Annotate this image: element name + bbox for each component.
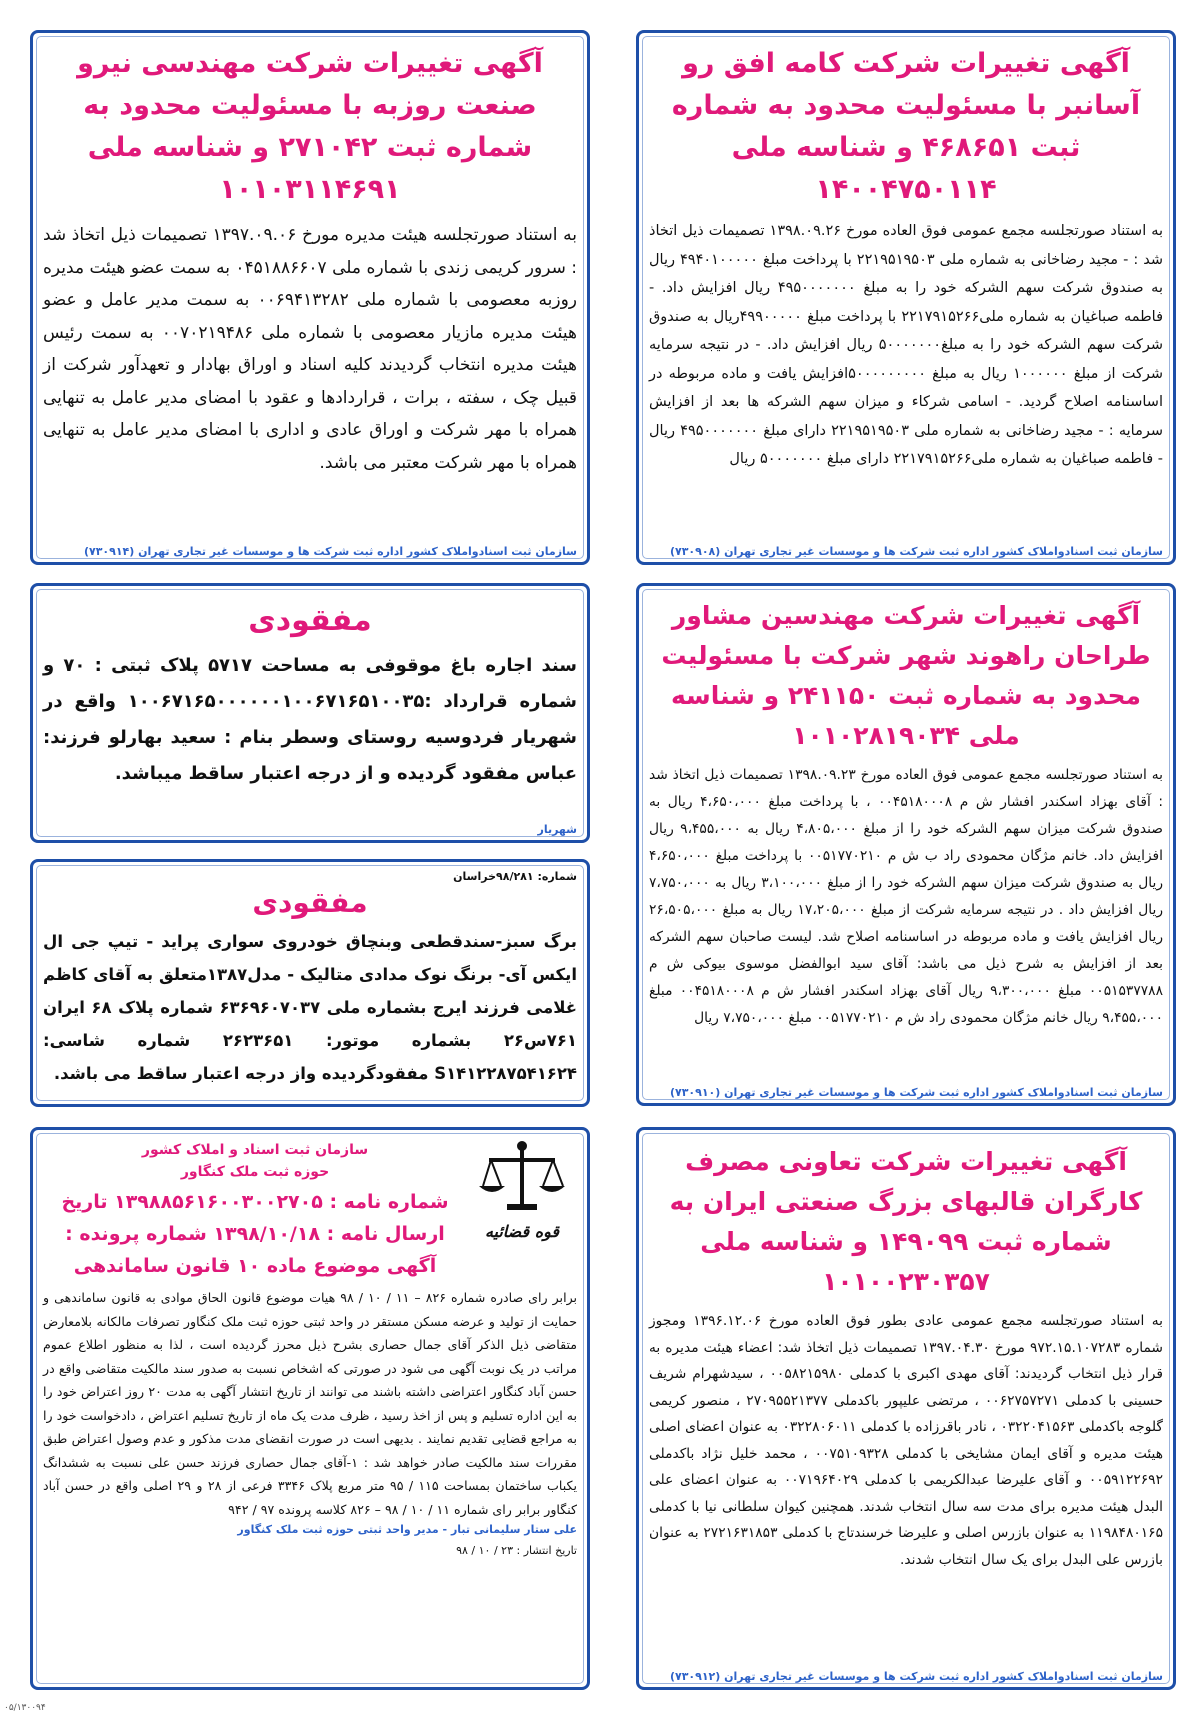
ad-body: سند اجاره باغ موقوفی به مساحت ۵۷۱۷ پلاک ثبتی : ۷۰ و شماره قرارداد :۱۰۰۶۷۱۶۵۰۰۰۰۰۰۱۰۰۶۷۱۶۵۱۰۰۳۵ واقع در شهریار فردوسیه روستای وسطر بنام : سعید بهارلو فرزند: عباس مفقود گردیده و از درجه اعتبار ساقط میباشد. — [43, 655, 577, 784]
ad-taavoni-kargaran — [636, 1127, 1176, 1690]
ad-date: تاریخ انتشار : ۲۳ / ۱۰ / ۹۸ — [456, 1544, 577, 1557]
ad-footer: شهریار — [537, 823, 577, 836]
ad-signature: علی ستار سلیمانی تبار - مدیر واحد ثبتی حوزه ثبت ملک کنگاور — [237, 1523, 577, 1536]
ad-title: مفقودی — [248, 603, 372, 638]
ad-mafghoodi-2 — [30, 859, 590, 1107]
scales-of-justice-icon — [477, 1138, 567, 1218]
ad-title: آگهی تغییرات شرکت مهندسین مشاور طراحان راهوند شهر شرکت با مسئولیت محدود به شماره ثبت ۲۴۱۱۵۰ و شناسه ملی ۱۰۱۰۲۸۱۹۰۳۴ — [661, 601, 1151, 750]
ad-body: به استناد صورتجلسه هیئت مدیره مورخ ۱۳۹۷.۰۹.۰۶ تصمیمات ذیل اتخاذ شد : سرور کریمی زندی با شماره ملی ۰۴۵۱۸۸۶۶۰۷ به سمت عضو هیئت مدیره روزبه معصومی با شماره ملی ۰۰۶۹۴۱۳۲۸۲ به سمت مدیر عامل و عضو هیئت مدیره مازیار معصومی با شماره ملی ۰۰۷۰۲۱۹۴۸۶ به سمت رئیس هیئت مدیره انتخاب گردیدند کلیه اسناد و اوراق بهادار و تعهدآور شرکت از قبیل چک ، سفته ، برات ، قراردادها و عقود با امضای مدیر عامل به تنهایی همراه با مهر شرکت و اوراق عادی و اداری با امضای مدیر عامل به تنهایی همراه با مهر شرکت معتبر می باشد. — [43, 225, 577, 473]
ad-footer: سازمان ثبت اسنادواملاک کشور اداره ثبت شرکت ها و موسسات غیر تجاری تهران (۷۳۰۹۰۸) — [669, 545, 1163, 558]
ad-body: به استناد صورتجلسه مجمع عمومی عادی بطور فوق العاده مورخ ۱۳۹۶.۱۲.۰۶ ومجوز شماره ۹۷۲.۱۵.۱۰۷۲۸۳ مورخ ۱۳۹۷.۰۴.۳۰ تصمیمات ذیل اتخاذ شد: اعضاء هیئت مدیره به قرار ذیل انتخاب گردیدند: آقای مهدی اکبری با کدملی ۰۰۵۸۲۱۵۹۸۰ ، سیدشهرام شریف حسینی با کدملی ۰۰۶۲۷۵۷۲۷۱ ، مرتضی علیپور باکدملی ۲۷۰۹۵۵۲۱۳۷۷ ، منصور کریمی گلوجه باکدملی ۰۳۲۲۰۴۱۵۶۳ ، نادر باقرزاده با کدملی ۰۳۲۲۸۰۶۰۱۱ به عنوان اعضای اصلی هیئت مدیره و آقای ایمان مشایخی با کدملی ۰۰۷۵۱۰۹۳۲۸ ، محمد خلیل نژاد باکدملی ۰۰۵۹۱۲۲۶۹۲ و آقای علیرضا عبدالکریمی با کدملی ۰۰۷۱۹۶۴۰۲۹ به عنوان اعضای علی البدل هیئت مدیره برای مدت سه سال انتخاب شدند. همچنین کیوان سلطانی نیا با کدملی ۱۱۹۸۴۸۰۱۶۵ به عنوان بازرس اصلی و علیرضا خرسندتاج با کدملی ۲۷۲۱۶۳۱۸۵۳ به عنوان بازرس علی البدل برای یک سال انتخاب شدند. — [649, 1313, 1163, 1568]
ad-title: مفقودی — [252, 886, 368, 919]
ad-body: به استناد صورتجلسه مجمع عمومی فوق العاده مورخ ۱۳۹۸.۰۹.۲۶ تصمیمات ذیل اتخاذ شد : - مجید رضاخانی به شماره ملی ۲۲۱۹۵۱۹۵۰۳ با پرداخت مبلغ ۴۹۴۰۱۰۰۰۰۰ ریال به صندوق شرکت سهم الشرکه خود را به مبلغ ۴۹۵۰۰۰۰۰۰۰ ریال افزایش داد. - فاطمه صباغیان به شماره ملی۲۲۱۷۹۱۵۲۶۶ با پرداخت مبلغ ۴۹۹۰۰۰۰۰ریال به صندوق شرکت سهم الشرکه خود را به مبلغ۵۰۰۰۰۰۰۰ ریال افزایش داد. - در نتیجه سرمایه شرکت از مبلغ ۱۰۰۰۰۰۰ ریال به مبلغ ۵۰۰۰۰۰۰۰۰۰افزایش یافت و ماده مربوطه در اساسنامه اصلاح گردید. - اسامی شرکاء و میزان سهم الشرکه ها بعد از افزایش سرمایه : - مجید رضاخانی به شماره ملی ۲۲۱۹۵۱۹۵۰۳ دارای مبلغ ۴۹۵۰۰۰۰۰۰۰ ریال - فاطمه صباغیان به شماره ملی۲۲۱۷۹۱۵۲۶۶ دارای مبلغ ۵۰۰۰۰۰۰۰ ریال — [649, 223, 1164, 467]
ad-kame-ofogh — [636, 30, 1176, 565]
ad-footer: سازمان ثبت اسنادواملاک کشور اداره ثبت شرکت ها و موسسات غیر تجاری تهران (۷۳۰۹۱۰) — [669, 1086, 1163, 1099]
page-margin-code: ۰۵/۱۳۰۰۹۴ — [4, 1703, 46, 1713]
ad-mafghoodi-1 — [30, 583, 590, 843]
ad-title: آگهی تغییرات شرکت مهندسی نیرو صنعت روزبه با مسئولیت محدود به شماره ثبت ۲۷۱۰۴۲ و شناسه ملی ۱۰۱۰۳۱۱۴۶۹۱ — [77, 48, 543, 205]
org-branch: حوزه ثبت ملک کنگاور — [180, 1164, 330, 1180]
ad-footer: سازمان ثبت اسنادواملاک کشور اداره ثبت شرکت ها و موسسات غیر تجاری تهران (۷۳۰۹۱۴) — [83, 545, 577, 558]
ad-title: آگهی تغییرات شرکت کامه افق رو آسانبر با مسئولیت محدود به شماره ثبت ۴۶۸۶۵۱ و شناسه ملی ۱۴۰۰۴۷۵۰۱۱۴ — [671, 48, 1141, 205]
ad-tarahan-rahvand — [636, 583, 1176, 1106]
ad-body: برابر رای صادره شماره ۸۲۶ – ۱۱ / ۱۰ / ۹۸ هیات موضوع قانون الحاق موادی به قانون ساماندهی و حمایت از تولید و عرضه مسکن مستقر در واحد ثبتی حوزه ثبت ملک کنگاور تصرفات مالکانه بلامعارض متقاضی ذیل الذکر آقای جمال حصاری بشرح ذیل محرز گردیده است ، لذا به منظور اطلاع عموم مراتب در یک نوبت آگهی می شود در صورتی که اشخاص نسبت به صدور سند مالکیت متقاضی واقع در حسن آباد کنگاور اعتراضی داشته باشند می توانند از تاریخ انتشار آگهی به مدت ۲۰ روز اعتراض خود را به این اداره تسلیم و پس از اخذ رسید ، ظرف مدت یک ماه از تاریخ تسلیم اعتراض ، دادخواست خود را به مراجع قضایی تقدیم نمایند . بدیهی است در صورت انقضای مدت مذکور و عدم وصول اعتراض طبق مقررات سند مالکیت صادر خواهد شد : ۱-آقای جمال حصاری فرزند حسن علی نسبت به ششدانگ یکباب ساختمان بمساحت ۱۱۵ / ۹۵ متر مربع پلاک ۳۳۴۶ فرعی از ۲۸ و ۲۹ اصلی واقع در حسن آباد کنگاور برابر رای شماره ۱۱ / ۱۰ / ۹۸ – ۸۲۶ کلاسه پرونده ۹۷ / ۹۴۲ — [43, 1290, 578, 1517]
ad-kangavar-registry — [30, 1127, 590, 1690]
ad-footer: سازمان ثبت اسنادواملاک کشور اداره ثبت شرکت ها و موسسات غیر تجاری تهران (۷۳۰۹۱۲) — [669, 1670, 1163, 1683]
org-name: سازمان ثبت اسناد و املاک کشور — [141, 1142, 369, 1158]
logo-caption: قوه قضائیه — [484, 1222, 560, 1241]
ad-niroo-sanat — [30, 30, 590, 565]
ad-number: شماره: ۹۸/۲۸۱خراسان — [453, 870, 577, 883]
ad-title: آگهی تغییرات شرکت تعاونی مصرف کارگران قالبهای بزرگ صنعتی ایران به شماره ثبت ۱۴۹۰۹۹ و شناسه ملی ۱۰۱۰۰۲۳۰۳۵۷ — [669, 1147, 1143, 1296]
ad-body: به استناد صورتجلسه مجمع عمومی فوق العاده مورخ ۱۳۹۸.۰۹.۲۳ تصمیمات ذیل اتخاذ شد : آقای بهزاد اسکندر افشار ش م ۰۰۴۵۱۸۰۰۰۸ ، با پرداخت مبلغ ۴،۶۵۰،۰۰۰ ریال به صندوق شرکت میزان سهم الشرکه خود را از مبلغ ۴،۸۰۵،۰۰۰ ریال به ۹،۴۵۵،۰۰۰ ریال افزایش داد. خانم مژگان محمودی راد ب ش م ۰۰۵۱۷۷۰۲۱۰ با پرداخت مبلغ ۴،۶۵۰،۰۰۰ ریال به صندوق شرکت میزان سهم الشرکه خود را از مبلغ ۳،۱۰۰،۰۰۰ ریال به ۷،۷۵۰،۰۰۰ ریال افزایش داد . در نتیجه سرمایه شرکت از مبلغ ۱۷،۲۰۵،۰۰۰ ریال به مبلغ ۲۶،۵۰۵،۰۰۰ ریال افزایش یافت و ماده مربوطه در اساسنامه اصلاح شد. لیست صاحبان سهم الشرکه بعد از افزایش به شرح ذیل می باشد: آقای سید ابوالفضل موسوی بیوکی ش م ۰۰۵۱۵۳۷۷۸۸ مبلغ ۹،۳۰۰،۰۰۰ ریال آقای بهزاد اسکندر افشار ش م ۰۰۴۵۱۸۰۰۰۸ مبلغ ۹،۴۵۵،۰۰۰ ریال خانم مژگان محمودی راد ش م ۰۰۵۱۷۷۰۲۱۰ مبلغ ۷،۷۵۰،۰۰۰ ریال — [649, 767, 1163, 1026]
judiciary-logo — [467, 1138, 577, 1258]
ad-body: برگ سبز-سندقطعی وبنچاق خودروی سواری پراید - تیپ جی ال ایکس آی- برنگ نوک مدادی متالیک - مدل۱۳۸۷متعلق به آقای کاظم غلامی فرزند ایرج بشماره ملی ۶۳۶۹۶۰۷۰۳۷ شماره پلاک ۶۸ ایران ۷۶۱س۲۶ بشماره موتور: ۲۶۲۳۶۵۱ شماره شاسی: S۱۴۱۲۲۸۷۵۴۱۶۲۴ مفقودگردیده واز درجه اعتبار ساقط می باشد. — [43, 932, 577, 1083]
ad-heading: شماره نامه : ۱۳۹۸۸۵۶۱۶۰۰۳۰۰۲۷۰۵ تاریخ ارسال نامه : ۱۳۹۸/۱۰/۱۸ شماره پرونده : آگهی موضوع ماده ۱۰ قانون ساماندهی — [61, 1191, 449, 1277]
